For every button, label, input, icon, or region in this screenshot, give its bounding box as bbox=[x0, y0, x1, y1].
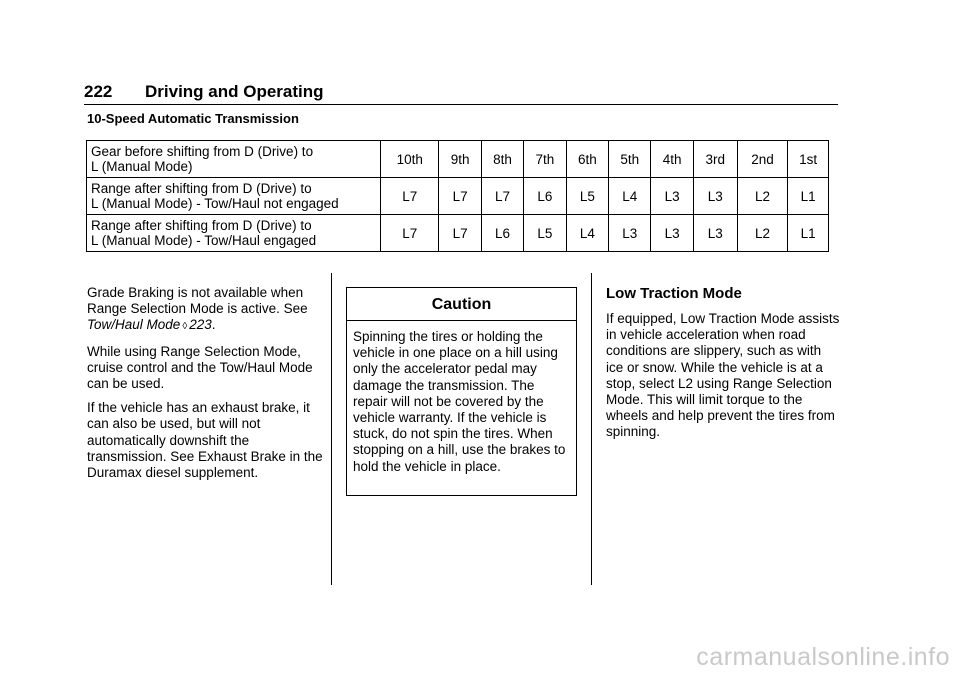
table-cell: L4 bbox=[609, 178, 651, 215]
table-cell: L3 bbox=[693, 215, 737, 252]
table-cell: L3 bbox=[609, 215, 651, 252]
table-cell: L5 bbox=[566, 178, 608, 215]
table-cell: 1st bbox=[788, 141, 829, 178]
caution-heading: Caution bbox=[347, 288, 576, 321]
table-cell: L2 bbox=[737, 178, 787, 215]
row-label bbox=[87, 215, 381, 252]
caution-box bbox=[346, 287, 577, 496]
table-cell: 2nd bbox=[737, 141, 787, 178]
table-cell: L3 bbox=[693, 178, 737, 215]
row-label bbox=[87, 141, 381, 178]
page-number: 222 bbox=[84, 82, 113, 101]
right-column bbox=[606, 285, 842, 449]
row-label-line: Range after shifting from D (Drive) to bbox=[91, 218, 312, 233]
column-divider bbox=[591, 273, 592, 585]
table-cell: 6th bbox=[566, 141, 608, 178]
table-row bbox=[87, 141, 829, 178]
low-traction-mode-paragraph: If equipped, Low Traction Mode assists in vehicle acceleration when road conditions are slippery, such as with ice or snow. While the vehicle is at a stop, select L2 using Range Selection Mode. This will limit torque to the wheels and help prevent the tires from spinning. bbox=[606, 311, 840, 440]
exhaust-brake-paragraph: If the vehicle has an exhaust brake, it can also be used, but will not automatically downshift the transmission. See Exhaust Brake in the Duramax diesel supplement. bbox=[87, 400, 323, 481]
page-reference-icon: ◊ bbox=[182, 321, 188, 333]
range-selection-paragraph: While using Range Selection Mode, cruise control and the Tow/Haul Mode can be used. bbox=[87, 343, 313, 392]
table-cell: L7 bbox=[439, 178, 481, 215]
table-row bbox=[87, 215, 829, 252]
chapter-title: Driving and Operating bbox=[145, 82, 324, 101]
table-cell: L7 bbox=[381, 178, 439, 215]
page-header bbox=[84, 82, 838, 105]
table-cell: 10th bbox=[381, 141, 439, 178]
table-row bbox=[87, 178, 829, 215]
table-cell: 8th bbox=[481, 141, 523, 178]
caution-body: Spinning the tires or holding the vehicle in one place on a hill using only the accelerator pedal may damage the transmission. The repair will not be covered by the vehicle warranty. If the vehicle is stuck, do not spin the tires. When stopping on a hill, use the brakes to hold the vehicle in place. bbox=[353, 329, 566, 474]
table-cell: 4th bbox=[651, 141, 693, 178]
page-reference-number[interactable]: 223 bbox=[189, 317, 212, 333]
row-label bbox=[87, 178, 381, 215]
sentence-end: . bbox=[211, 317, 216, 333]
table-cell: 3rd bbox=[693, 141, 737, 178]
table-cell: L6 bbox=[481, 215, 523, 252]
table-cell: L6 bbox=[524, 178, 566, 215]
table-cell: L4 bbox=[566, 215, 608, 252]
grade-braking-paragraph bbox=[87, 285, 323, 336]
watermark: carmanualsonline.info bbox=[696, 643, 950, 671]
transmission-range-table bbox=[86, 140, 829, 252]
row-label-line: L (Manual Mode) - Tow/Haul not engaged bbox=[91, 196, 339, 211]
table-cell: 5th bbox=[609, 141, 651, 178]
table-cell: 7th bbox=[524, 141, 566, 178]
table-cell: 9th bbox=[439, 141, 481, 178]
row-label-line: L (Manual Mode) bbox=[91, 159, 193, 174]
row-label-line: L (Manual Mode) - Tow/Haul engaged bbox=[91, 233, 317, 248]
table-cell: L5 bbox=[524, 215, 566, 252]
table-cell: L7 bbox=[439, 215, 481, 252]
table-cell: L1 bbox=[788, 215, 829, 252]
left-column bbox=[87, 285, 323, 489]
grade-braking-text: Grade Braking is not available when Range Selection Mode is active. See bbox=[87, 285, 308, 317]
table-cell: L7 bbox=[481, 178, 523, 215]
table-cell: L3 bbox=[651, 215, 693, 252]
low-traction-mode-heading: Low Traction Mode bbox=[606, 285, 742, 302]
table-cell: L7 bbox=[381, 215, 439, 252]
row-label-line: Gear before shifting from D (Drive) to bbox=[91, 144, 314, 159]
table-cell: L2 bbox=[737, 215, 787, 252]
column-divider bbox=[331, 273, 332, 585]
table-title: 10-Speed Automatic Transmission bbox=[87, 111, 299, 126]
tow-haul-mode-link[interactable]: Tow/Haul Mode bbox=[87, 317, 181, 333]
row-label-line: Range after shifting from D (Drive) to bbox=[91, 181, 312, 196]
table-cell: L3 bbox=[651, 178, 693, 215]
table-cell: L1 bbox=[788, 178, 829, 215]
